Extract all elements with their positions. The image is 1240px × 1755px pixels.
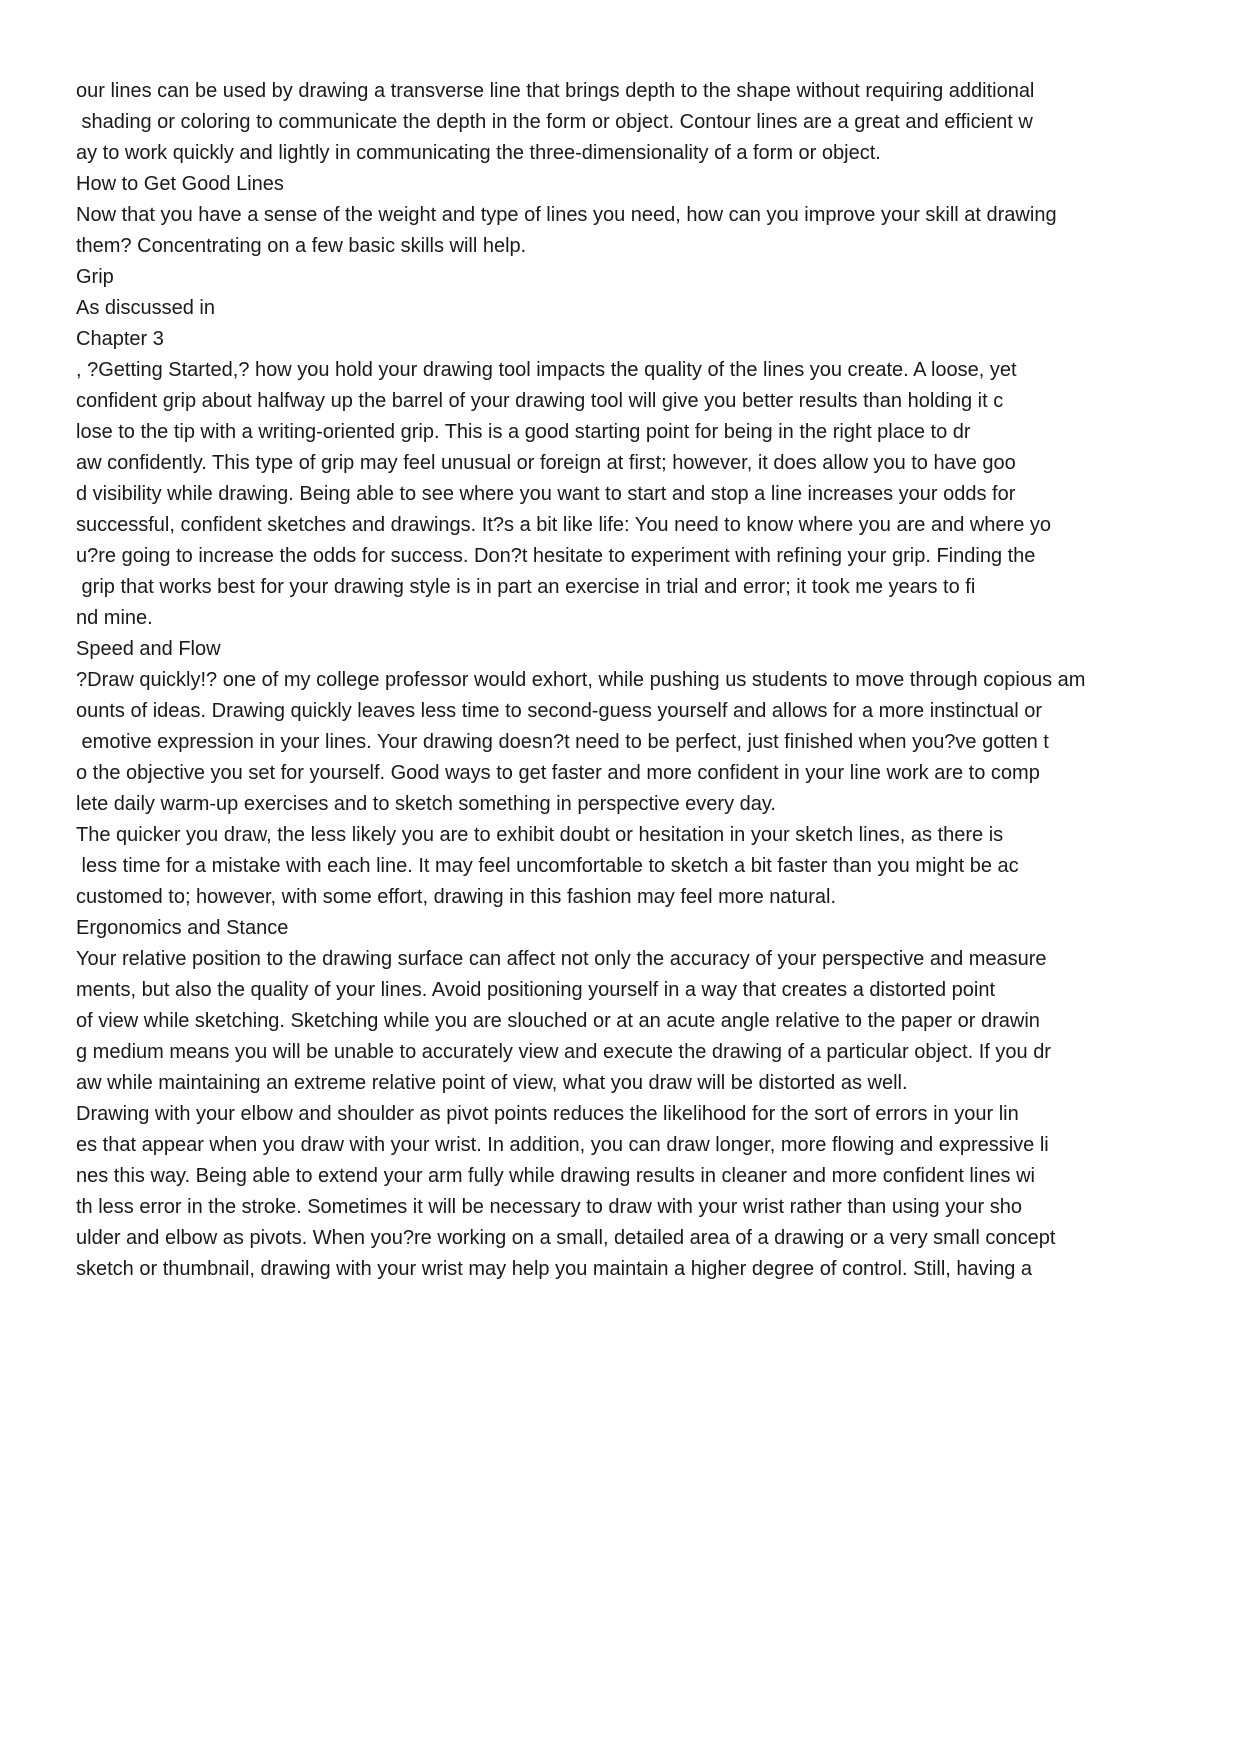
text-line: Speed and Flow bbox=[76, 638, 221, 660]
text-line: customed to; however, with some effort, drawing in this fashion may feel more natural. bbox=[76, 886, 836, 908]
text-line: The quicker you draw, the less likely you are to exhibit doubt or hesitation in your sketch lines, as there is bbox=[76, 824, 1004, 846]
text-line: Now that you have a sense of the weight and type of lines you need, how can you improve your skill at drawing bbox=[76, 204, 1057, 226]
text-line: o the objective you set for yourself. Good ways to get faster and more confident in your line work are to comp bbox=[76, 762, 1040, 784]
text-line: th less error in the stroke. Sometimes it will be necessary to draw with your wrist rather than using your sho bbox=[76, 1196, 1022, 1218]
text-line: confident grip about halfway up the barrel of your drawing tool will give you better results than holding it c bbox=[76, 390, 1004, 412]
text-line: aw confidently. This type of grip may feel unusual or foreign at first; however, it does allow you to have goo bbox=[76, 452, 1016, 474]
text-line: shading or coloring to communicate the depth in the form or object. Contour lines are a great and efficient w bbox=[76, 111, 1033, 133]
text-line: sketch or thumbnail, drawing with your wrist may help you maintain a higher degree of control. Still, having a bbox=[76, 1258, 1033, 1280]
text-line: Grip bbox=[76, 266, 114, 288]
text-line: d visibility while drawing. Being able to see where you want to start and stop a line increases your odds for bbox=[76, 483, 1016, 505]
text-line: Your relative position to the drawing surface can affect not only the accuracy of your perspective and measure bbox=[76, 948, 1047, 970]
text-line: grip that works best for your drawing style is in part an exercise in trial and error; it took me years to fi bbox=[76, 576, 976, 598]
text-line: ments, but also the quality of your lines. Avoid positioning yourself in a way that creates a distorted point bbox=[76, 979, 996, 1001]
text-line: ?Draw quickly!? one of my college professor would exhort, while pushing us students to move through copious am bbox=[76, 669, 1086, 691]
text-line: less time for a mistake with each line. It may feel uncomfortable to sketch a bit faster than you might be ac bbox=[76, 855, 1019, 877]
text-line: of view while sketching. Sketching while you are slouched or at an acute angle relative to the paper or drawin bbox=[76, 1010, 1040, 1032]
text-line: nd mine. bbox=[76, 607, 153, 629]
text-line: lose to the tip with a writing-oriented grip. This is a good starting point for being in the right place to dr bbox=[76, 421, 971, 443]
text-line: ounts of ideas. Drawing quickly leaves less time to second-guess yourself and allows for a more instinctual or bbox=[76, 700, 1043, 722]
text-line: Ergonomics and Stance bbox=[76, 917, 289, 939]
text-line: u?re going to increase the odds for success. Don?t hesitate to experiment with refining your grip. Finding the bbox=[76, 545, 1036, 567]
text-line: Chapter 3 bbox=[76, 328, 164, 350]
text-line: lete daily warm-up exercises and to sketch something in perspective every day. bbox=[76, 793, 776, 815]
text-line: ay to work quickly and lightly in communicating the three-dimensionality of a form or object. bbox=[76, 142, 881, 164]
text-line: es that appear when you draw with your wrist. In addition, you can draw longer, more flowing and expressive li bbox=[76, 1134, 1049, 1156]
body-text bbox=[76, 76, 1206, 1285]
text-line: Drawing with your elbow and shoulder as pivot points reduces the likelihood for the sort of errors in your lin bbox=[76, 1103, 1019, 1125]
text-line: How to Get Good Lines bbox=[76, 173, 284, 195]
text-line: emotive expression in your lines. Your drawing doesn?t need to be perfect, just finished when you?ve gotten t bbox=[76, 731, 1049, 753]
text-line: As discussed in bbox=[76, 297, 215, 319]
text-line: aw while maintaining an extreme relative point of view, what you draw will be distorted as well. bbox=[76, 1072, 908, 1094]
text-line: successful, confident sketches and drawings. It?s a bit like life: You need to know where you are and where yo bbox=[76, 514, 1052, 536]
text-line: , ?Getting Started,? how you hold your drawing tool impacts the quality of the lines you create. A loose, yet bbox=[76, 359, 1017, 381]
text-line: g medium means you will be unable to accurately view and execute the drawing of a particular object. If you dr bbox=[76, 1041, 1051, 1063]
text-line: ulder and elbow as pivots. When you?re working on a small, detailed area of a drawing or a very small concept bbox=[76, 1227, 1056, 1249]
text-line: our lines can be used by drawing a transverse line that brings depth to the shape without requiring additional bbox=[76, 80, 1035, 102]
text-line: them? Concentrating on a few basic skills will help. bbox=[76, 235, 527, 257]
text-line: nes this way. Being able to extend your arm fully while drawing results in cleaner and more confident lines wi bbox=[76, 1165, 1036, 1187]
